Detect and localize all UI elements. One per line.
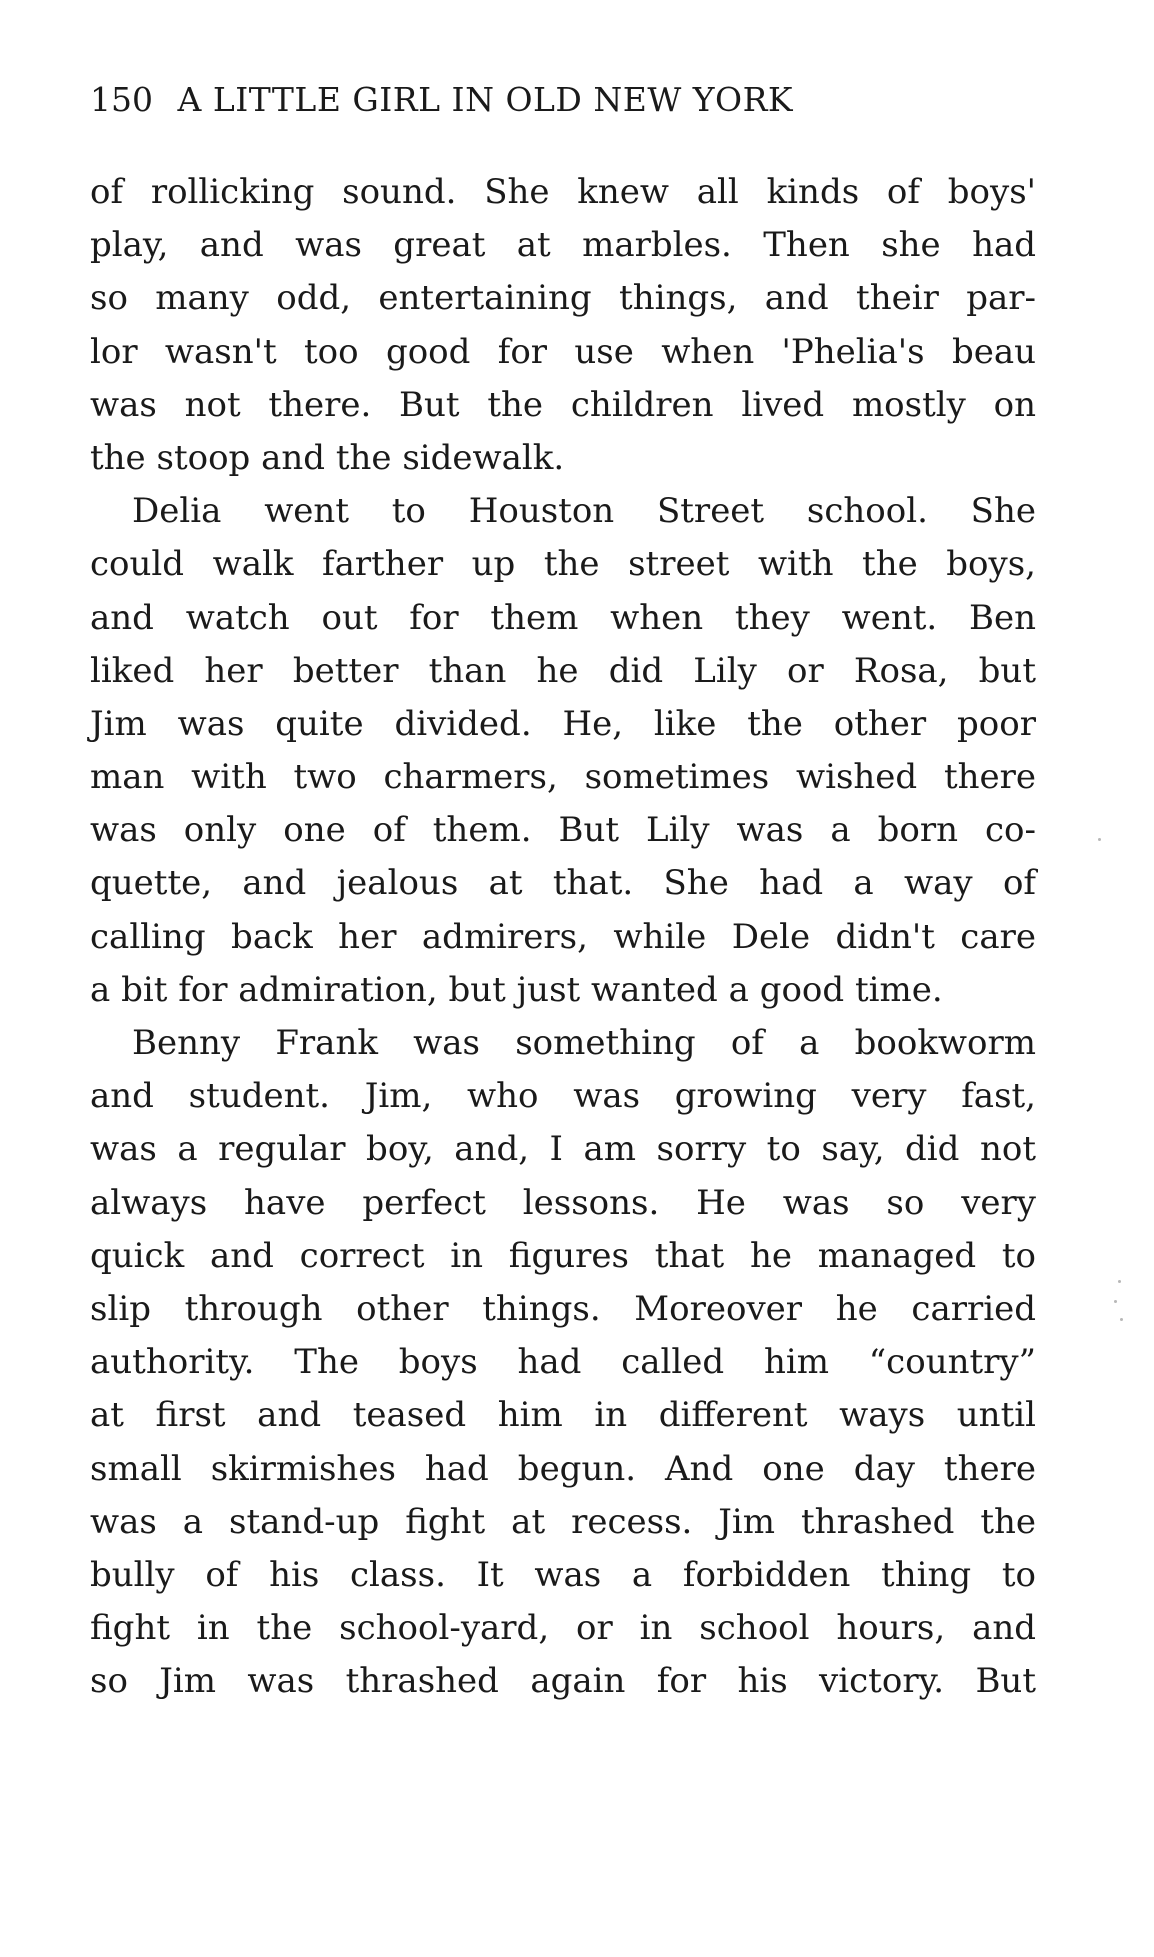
margin-speck [1118,1280,1121,1283]
text-line: and watch out for them when they went. Ben [90,597,1036,638]
body-text [90,166,1036,1708]
text-line: quette, and jealous at that. She had a way of [90,863,1036,904]
text-line: fight in the school-yard, or in school hours, and [90,1608,1036,1649]
margin-speck [1120,1318,1123,1321]
text-line: was a regular boy, and, I am sorry to say, did not [90,1129,1036,1170]
text-line: Jim was quite divided. He, like the other poor [90,703,1036,744]
running-title: A LITTLE GIRL IN OLD NEW YORK [177,80,794,119]
text-line: small skirmishes had begun. And one day there [90,1448,1036,1489]
text-line: was only one of them. But Lily was a born co- [90,810,1036,851]
text-line: liked her better than he did Lily or Rosa, but [90,650,1036,691]
text-line: calling back her admirers, while Dele didn't care [90,916,1036,957]
running-head [90,78,1050,122]
text-line: authority. The boys had called him “country” [90,1342,1036,1383]
text-line: a bit for admiration, but just wanted a good time. [90,969,943,1010]
text-line: slip through other things. Moreover he carried [90,1288,1036,1329]
text-line: was a stand-up fight at recess. Jim thrashed the [90,1501,1036,1542]
text-line: was not there. But the children lived mostly on [90,384,1036,425]
text-line: and student. Jim, who was growing very fast, [90,1076,1036,1117]
margin-speck [1098,838,1101,841]
text-line: man with two charmers, sometimes wished there [90,757,1036,798]
text-line: always have perfect lessons. He was so very [90,1182,1036,1223]
text-line: lor wasn't too good for use when 'Phelia's beau [90,331,1036,372]
margin-speck [1114,1300,1117,1303]
page-number: 150 [90,80,153,119]
text-line: quick and correct in figures that he managed to [90,1235,1036,1276]
text-line: bully of his class. It was a forbidden thing to [90,1554,1036,1595]
text-line: at first and teased him in different ways until [90,1395,1036,1436]
text-line: play, and was great at marbles. Then she had [90,225,1036,266]
text-line: so Jim was thrashed again for his victory. But [90,1661,1036,1702]
text-line: of rollicking sound. She knew all kinds of boys' [90,172,1036,212]
text-line: the stoop and the sidewalk. [90,437,565,478]
text-line: so many odd, entertaining things, and their par- [90,278,1036,319]
text-line: could walk farther up the street with the boys, [90,544,1036,585]
text-line: Benny Frank was something of a bookworm [132,1023,1036,1063]
text-line: Delia went to Houston Street school. She [132,491,1036,532]
